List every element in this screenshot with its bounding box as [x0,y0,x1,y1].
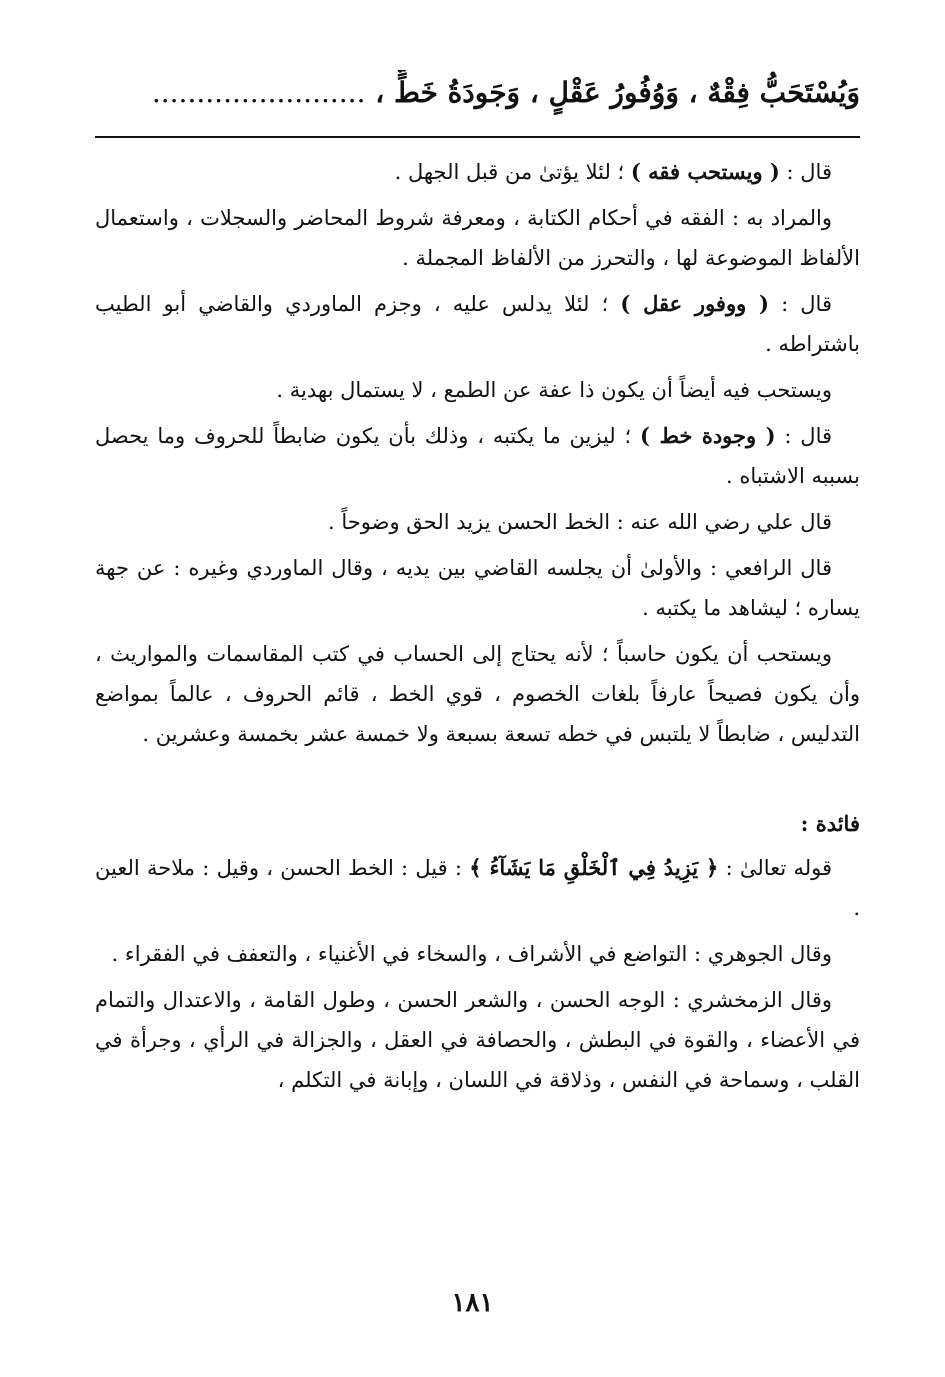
paragraph: قال الرافعي : والأولىٰ أن يجلسه القاضي بين يديه ، وقال الماوردي وغيره : عن جهة يساره ؛ ليشاهد ما يكتبه . [95,556,860,620]
matn-line [95,70,860,116]
separator-rule [95,136,860,138]
paragraph: قال : ( وجودة خط ) ؛ ليزين ما يكتبه ، وذلك بأن يكون ضابطاً للحروف وما يحصل بسببه الاشتباه . [95,423,860,488]
paragraph: قال علي رضي الله عنه : الخط الحسن يزيد الحق وضوحاً . [328,510,832,534]
paragraph: وقال الزمخشري : الوجه الحسن ، والشعر الحسن ، وطول القامة ، والاعتدال والتمام في الأعضاء ، والقوة في البطش ، والحصافة في العقل ، والجزالة في الرأي ، وجرأة في القلب ، وسماحة في النفس ، وذلاقة في اللسان ، وإبانة في التكلم ، [95,988,860,1092]
section-gap [95,760,860,804]
paragraph: قوله تعالىٰ : ﴿ يَزِيدُ فِي ٱلْخَلْقِ مَا يَشَآءُ ﴾ : قيل : الخط الحسن ، وقيل : ملاحة العين . [95,855,860,920]
page-number: ١٨١ [451,1288,494,1318]
paragraph: قال : ( ويستحب فقه ) ؛ لئلا يؤتىٰ من قبل الجهل . [394,159,832,184]
faida-heading: فائدة : [800,811,860,836]
paragraph: ويستحب أن يكون حاسباً ؛ لأنه يحتاج إلى الحساب في كتب المقاسمات والمواريث ، وأن يكون فصيحاً عارفاً بلغات الخصوم ، قوي الخط ، قائم الحروف ، عالماً بمواضع التدليس ، ضابطاً لا يلتبس في خطه تسعة بسبعة ولا خمسة عشر بخمسة وعشرين . [95,642,860,746]
paragraph: ويستحب فيه أيضاً أن يكون ذا عفة عن الطمع ، لا يستمال بهدية . [276,378,832,402]
matn-text: وَيُسْتَحَبُّ فِقْهٌ ، وَوُفُورُ عَقْلٍ ، وَجَودَةُ خَطٍّ ، [375,76,860,109]
paragraph: والمراد به : الفقه في أحكام الكتابة ، ومعرفة شروط المحاضر والسجلات ، واستعمال الألفاظ الموضوعة لها ، والتحرز من الألفاظ المجملة . [95,206,860,270]
commentary-body [95,152,860,1106]
paragraph: قال : ( ووفور عقل ) ؛ لئلا يدلس عليه ، وجزم الماوردي والقاضي أبو الطيب باشتراطه . [95,291,860,356]
paragraph: وقال الجوهري : التواضع في الأشراف ، والسخاء في الأغنياء ، والتعفف في الفقراء . [111,942,832,966]
quran-verse: ﴿ يَزِيدُ فِي ٱلْخَلْقِ مَا يَشَآءُ ﴾ [469,855,719,880]
matn-dots: ........................ [151,76,366,109]
